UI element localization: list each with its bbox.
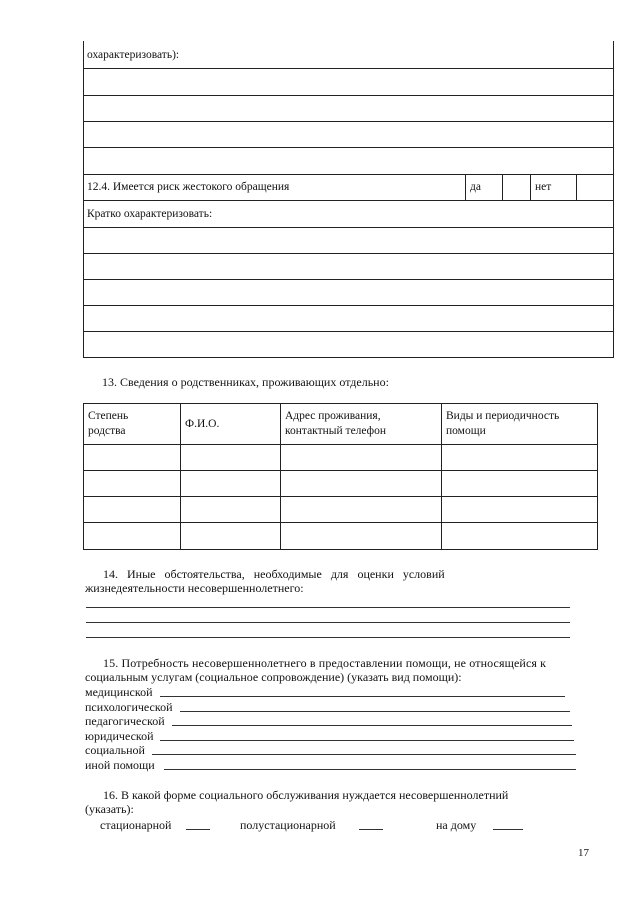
help-medical-label: медицинской bbox=[85, 685, 153, 699]
yes-checkbox-cell[interactable] bbox=[503, 175, 530, 200]
option-semi-inpatient-label: полустационарной bbox=[240, 818, 336, 832]
section14-line2: жизнедеятельности несовершеннолетнего: bbox=[85, 581, 304, 595]
no-checkbox-cell[interactable] bbox=[577, 175, 613, 200]
option-semi-inpatient-line[interactable] bbox=[359, 829, 383, 830]
help-pedagogical-line[interactable] bbox=[172, 725, 572, 726]
help-psychological-label: психологической bbox=[85, 700, 173, 714]
option-home-line[interactable] bbox=[493, 829, 523, 830]
header-kinship-line1: Степень bbox=[88, 410, 129, 422]
option-inpatient-line[interactable] bbox=[186, 829, 210, 830]
header-kinship-line2: родства bbox=[88, 425, 126, 437]
header-help-line2: помощи bbox=[446, 425, 486, 437]
help-social-label: социальной bbox=[85, 743, 145, 757]
section14-line1: 14. Иные обстоятельства, необходимые для оценки условий bbox=[103, 567, 445, 581]
header-address-line2: контактный телефон bbox=[285, 425, 387, 437]
section14-answer-line-3[interactable] bbox=[86, 637, 570, 638]
section12-continuation-label: охарактеризовать): bbox=[87, 49, 180, 61]
help-other-label: иной помощи bbox=[85, 758, 155, 772]
section13-title: 13. Сведения о родственниках, проживающих отдельно: bbox=[102, 375, 389, 389]
risk-question-label: 12.4. Имеется риск жестокого обращения bbox=[87, 181, 290, 193]
section14-answer-line-1[interactable] bbox=[86, 607, 570, 608]
header-fullname: Ф.И.О. bbox=[185, 418, 220, 430]
help-legal-label: юридической bbox=[85, 729, 154, 743]
option-home-label: на дому bbox=[436, 818, 477, 832]
page-number: 17 bbox=[578, 847, 589, 859]
section15-line1: 15. Потребность несовершеннолетнего в предоставлении помощи, не относящейся к bbox=[103, 656, 547, 670]
help-medical-line[interactable] bbox=[160, 696, 565, 697]
header-help-line1: Виды и периодичность bbox=[446, 410, 560, 422]
brief-characterize-label: Кратко охарактеризовать: bbox=[87, 208, 213, 220]
header-address-line1: Адрес проживания, bbox=[285, 410, 381, 422]
help-social-line[interactable] bbox=[152, 754, 576, 755]
section16-line1: 16. В какой форме социального обслуживания нуждается несовершеннолетний bbox=[103, 788, 509, 802]
help-psychological-line[interactable] bbox=[180, 711, 570, 712]
yes-label: да bbox=[470, 181, 481, 193]
no-label: нет bbox=[535, 181, 552, 193]
help-other-line[interactable] bbox=[164, 769, 576, 770]
help-pedagogical-label: педагогической bbox=[85, 714, 165, 728]
option-inpatient-label: стационарной bbox=[100, 818, 172, 832]
section15-line2: социальным услугам (социальное сопровождение) (указать вид помощи): bbox=[85, 670, 462, 684]
section14-answer-line-2[interactable] bbox=[86, 622, 570, 623]
section16-line2: (указать): bbox=[85, 802, 134, 816]
help-legal-line[interactable] bbox=[160, 740, 574, 741]
